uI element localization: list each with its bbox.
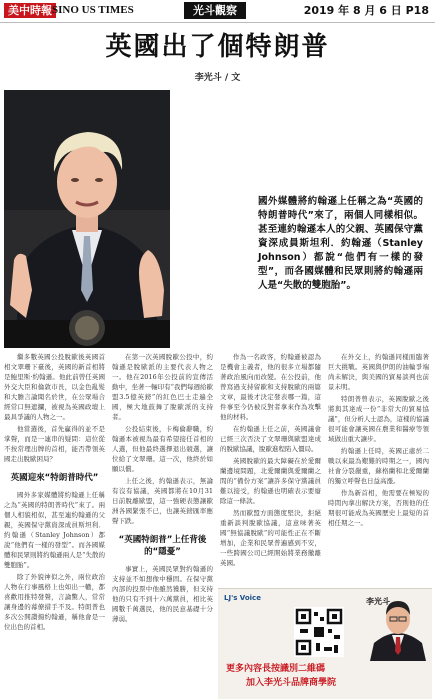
- masthead-cn: 美中時報: [4, 3, 56, 18]
- body-paragraph: 上任之後，約翰遜表示，無論有沒有協議，英國都將在10月31日前脫離歐盟，這一強硬表態讓歐洲各國緊張不已，也讓英鎊匯率應聲下跌。: [112, 477, 213, 525]
- body-paragraph: 繼多數英國公投脫歐後英國首相文翠珊下臺後，英國的新首相將是鮑里斯·約翰遜。他此前曾任英國外交大臣和倫敦市長，以金色亂髮和大膽言論聞名於世，在公眾場合經常口無遮攔，被視為英國政壇上最具爭議的人物之一。: [4, 353, 105, 421]
- article-byline: 李光斗 / 文: [194, 73, 241, 83]
- body-paragraph: 事實上，英國民眾對約翰遜的支持並不如想像中穩固。在保守黨內部的投票中他雖然獲勝，但支持他的只有不到十六萬黨員，相比英國數千萬選民，他的民意基礎十分薄弱。: [112, 565, 213, 623]
- ad-author-name: 李光斗: [366, 597, 390, 606]
- body-paragraph: 作為新首相，他需要在極短的時間內拿出解決方案，否則他的任期很可能成為英國歷史上最短的首相任期之一。: [328, 489, 429, 527]
- body-paragraph: 約翰遜上任時，英國正處於二戰以來最為艱難的時期之一，國內社會分裂嚴重，蘇格蘭和北愛爾蘭的獨立呼聲也日益高漲。: [328, 447, 429, 485]
- body-column-3: [220, 352, 321, 586]
- body-column-1: [4, 352, 105, 698]
- section-heading: “英國特朗普”上任背後的“隱憂”: [118, 535, 207, 557]
- ad-logo: LJ's Voice: [224, 594, 261, 602]
- article-photo: [4, 90, 170, 348]
- column-tag: 光斗觀察: [184, 2, 246, 19]
- body-paragraph: 然而歐盟方面態度堅決，拒絕重新談判脫歐協議，這意味著英國“無協議脫歐”的可能性正在不斷增加，企業和民眾普遍感到不安，一些跨國公司已經開始將業務撤離英國。: [220, 509, 321, 567]
- body-paragraph: 國外多家媒體將約翰遜上任稱之為“英國的特朗普時代”來了。兩個人相貌相似，甚至連約翰遜的父親，英國保守黨資深成員斯坦利．約翰遜（Stanley Johnson）都說“他們有一樣的發型”。而各國媒體和民眾則將約翰遜兩人是“失散的雙胞胎”。: [4, 491, 105, 569]
- date-page: 2019 年 8 月 6 日 P18: [303, 4, 429, 17]
- section-heading: 英國迎來“特朗普時代”: [10, 473, 99, 483]
- qr-code-icon[interactable]: [294, 607, 344, 657]
- page-header: [0, 0, 435, 23]
- qr-ad-block: [218, 588, 432, 699]
- ad-line-1: 更多內容長按識別二維碼: [226, 664, 326, 674]
- article-title: 英國出了個特朗普: [105, 32, 330, 62]
- body-paragraph: 除了外貌神似之外，兩位政治人物在行事風格上也如出一轍，都喜歡用推特發聲，言論驚人，常常讓身邊的幕僚措手不及。特朗普也多次公開讚揚約翰遜，稱他會是一位出色的首相。: [4, 573, 105, 631]
- body-column-2: [112, 352, 213, 698]
- pull-quote: 國外媒體將約翰遜上任稱之為“英國的特朗普時代”來了，兩個人同樣相似。甚至連約翰遜本人的父親、英國保守黨資深成員斯坦利．約翰遜（Stanley Johnson）都說“他們有一樣的發型”，而各國媒體和民眾則將約翰遜兩人是“失散的雙胞胎”。: [258, 196, 423, 291]
- body-paragraph: 公投結束後，卡梅倫辭職，約翰遜本被視為最有希望接任首相的人選，但他最終選擇退出競選，讓位給了文翠珊。這一次，他終於如願以償。: [112, 425, 213, 473]
- body-paragraph: 特朗普曾表示，英國脫歐之後將與其達成一份“非常大的貿易協議”，但分析人士認為，這樣的協議很可能會讓英國在農業和醫療等領域做出重大讓步。: [328, 395, 429, 443]
- body-paragraph: 他當選後，首先贏得的並不是掌聲，而是一連串的疑問：這位從不按常理出牌的首相，能否帶領英國走出脫歐困局？: [4, 425, 105, 463]
- ad-line-2: 加入李光斗品牌商學院: [246, 678, 337, 688]
- body-paragraph: 在第一次英國脫歐公投中，約翰遜是脫歐派的主要代表人物之一。他在2016年公投前的宣傳活動中，坐著一輛印有“我們每週給歐盟3.5億英鎊”的紅色巴士走遍全國，極大地鼓舞了脫歐派的支持者。: [112, 353, 213, 421]
- body-paragraph: 英國脫歐的最大障礙在於愛爾蘭邊境問題，北愛爾蘭與愛爾蘭之間的“備份方案”讓許多保守黨議員難以接受，約翰遜也明確表示要廢除這一條款。: [220, 457, 321, 505]
- body-paragraph: 在外交上，約翰遜同樣面臨著巨大挑戰。英國與伊朗的油輪爭端尚未解決，與美國的貿易談判也前景未明。: [328, 353, 429, 391]
- body-paragraph: 在約翰遜上任之前，英國議會已經三次否決了文翠珊與歐盟達成的脫歐協議，脫歐進程陷入僵局。: [220, 425, 321, 453]
- body-column-4: [328, 352, 429, 586]
- photo-figure: [4, 90, 170, 348]
- masthead-en: SINO US TIMES: [52, 4, 134, 16]
- body-paragraph: 作為一名政客，約翰遜被認為是機會主義者，他的很多立場都隨著政治風向而改變。在公投前，他曾寫過支持留歐和支持脫歐的兩篇文章，最後才決定發表哪一篇，這件事至今仍被反對者拿來作為攻擊他的材料。: [220, 353, 321, 421]
